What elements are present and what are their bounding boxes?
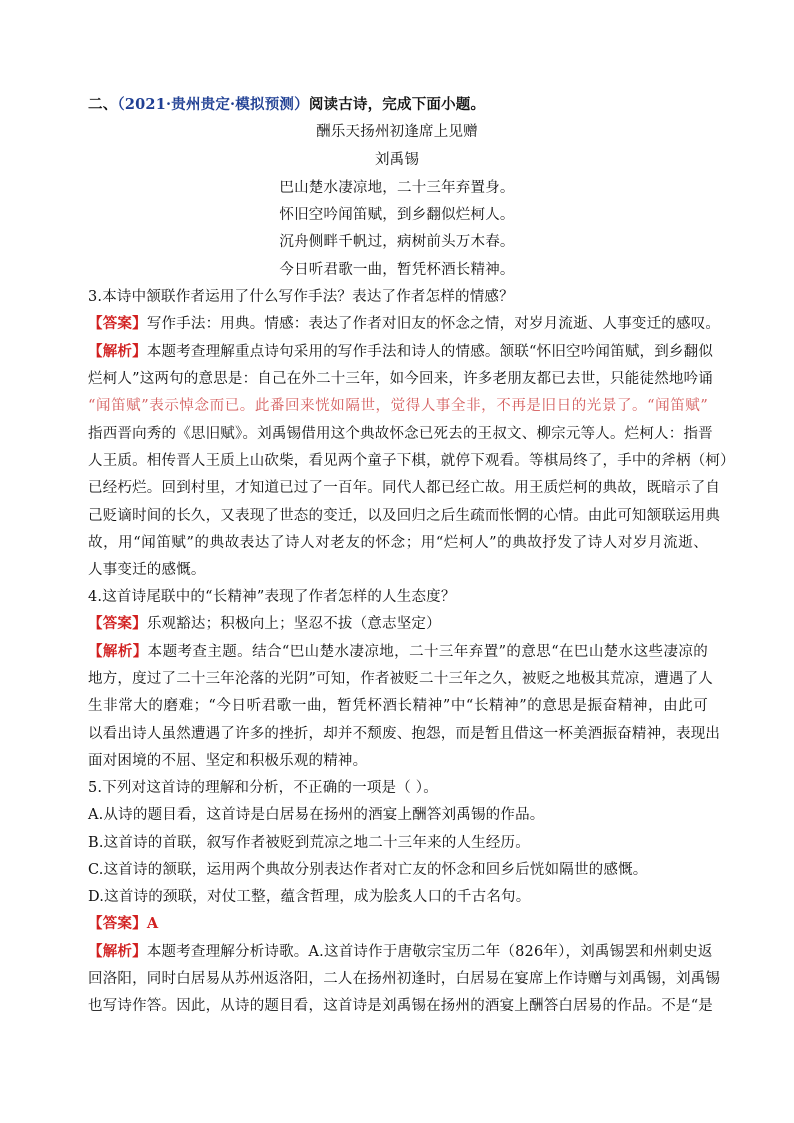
option-c: C.这首诗的颔联，运用两个典故分别表达作者对亡友的怀念和回乡后恍如隔世的感慨。 — [88, 862, 648, 878]
option-b: B.这首诗的首联，叙写作者被贬到荒凉之地二十三年来的人生经历。 — [88, 835, 530, 851]
section-prefix: 二、 — [88, 96, 118, 113]
analysis-3-line: 故，用“闻笛赋”的典故表达了诗人对老友的怀念；用“烂柯人”的典故抒发了诗人对岁月流逝、 — [88, 535, 708, 551]
analysis-4-line: 地方，度过了二十三年沦落的光阴”可知，作者被贬二十三年之久，被贬之地极其荒凉，遭遇了人 — [88, 671, 714, 687]
answer-tag: 【答案】 — [88, 315, 147, 332]
analysis-3-line: 己贬谪时间的长久，又表现了世态的变迁，以及回归之后生疏而怅惘的心情。由此可知颔联运用典 — [88, 508, 721, 524]
analysis-3-line: 人王质。相传晋人王质上山砍柴，看见两个童子下棋，就停下观看。等棋局终了，手中的斧柄（柯） — [88, 453, 735, 469]
analysis-3-line: 指西晋向秀的《思旧赋》。刘禹锡借用这个典故怀念已死去的王叔文、柳宗元等人。烂柯人：指晋 — [88, 426, 713, 442]
question-3: 3.本诗中颔联作者运用了什么写作手法？表达了作者怎样的情感？ — [88, 289, 514, 305]
answer-text: 写作手法：用典。情感：表达了作者对旧友的怀念之情，对岁月流逝、人事变迁的感叹。 — [146, 316, 721, 332]
analysis-tag: 【解析】 — [88, 643, 148, 660]
answer-5 — [88, 914, 708, 934]
analysis-3-line — [88, 342, 714, 362]
answer-3 — [88, 314, 721, 334]
answer-tag: 【答案】 — [88, 915, 147, 932]
analysis-3-line: 人事变迁的感慨。 — [88, 562, 206, 578]
analysis-5-line — [88, 942, 713, 962]
analysis-4-line: 生非常大的磨难；“今日听君歌一曲，暂凭杯酒长精神”中“长精神”的意思是振奋精神，由此可 — [88, 698, 708, 714]
analysis-3-line: 已经朽烂。回到村里，才知道已过了一百年。同代人都已经亡故。用王质烂柯的典故，既暗示了自 — [88, 480, 721, 496]
analysis-4-line: 面对困境的不屈、坚定和积极乐观的精神。 — [88, 753, 368, 769]
analysis-4-line: 以看出诗人虽然遭遇了许多的挫折，却并不颓废、抱怨，而是暂且借这一杯美酒振奋精神，表现出 — [88, 726, 721, 742]
answer-tag: 【答案】 — [88, 615, 147, 632]
answer-text: A — [146, 915, 159, 932]
poem-title: 酬乐天扬州初逢席上见赠 — [316, 124, 478, 140]
option-a: A.从诗的题目看，这首诗是白居易在扬州的酒宴上酬答刘禹锡的作品。 — [88, 807, 545, 823]
poem-line: 巴山楚水凄凉地，二十三年弃置身。 — [279, 180, 515, 196]
section-heading — [88, 95, 708, 115]
analysis-tag: 【解析】 — [88, 343, 147, 360]
analysis-text: 本题考查理解分析诗歌。A.这首诗作于唐敬宗宝历二年（826年），刘禹锡罢和州刺史返 — [146, 944, 713, 960]
poem-line: 沉舟侧畔千帆过，病树前头万木春。 — [279, 234, 515, 250]
analysis-5-line: 也写诗作答。因此，从诗的题目看，这首诗是刘禹锡在扬州的酒宴上酬答白居易的作品。不是“是 — [88, 998, 714, 1014]
poem-line: 怀旧空吟闻笛赋，到乡翻似烂柯人。 — [279, 207, 515, 223]
poem-author: 刘禹锡 — [374, 152, 420, 168]
answer-4 — [88, 614, 708, 634]
poem-line: 今日听君歌一曲，暂凭杯酒长精神。 — [279, 262, 515, 278]
analysis-3-line: “闻笛赋”表示悼念而已。此番回来恍如隔世，觉得人事全非，不再是旧日的光景了。“闻笛赋” — [88, 398, 708, 414]
question-4: 4.这首诗尾联中的“长精神”表现了作者怎样的人生态度？ — [88, 589, 456, 605]
answer-text: 乐观豁达；积极向上；坚忍不拔（意志坚定） — [146, 616, 441, 632]
analysis-tag: 【解析】 — [88, 943, 147, 960]
option-d: D.这首诗的颈联，对仗工整，蕴含哲理，成为脍炙人口的千古名句。 — [88, 889, 531, 905]
analysis-5-line: 回洛阳，同时白居易从苏州返洛阳，二人在扬州初逢时，白居易在宴席上作诗赠与刘禹锡，刘禹锡 — [88, 971, 721, 987]
question-5: 5.下列对这首诗的理解和分析，不正确的一项是（ ）。 — [88, 780, 438, 796]
section-instruction: 阅读古诗，完成下面小题。 — [308, 96, 486, 113]
analysis-text: 本题考查理解重点诗句采用的写作手法和诗人的情感。颔联“怀旧空吟闻笛赋，到乡翻似 — [146, 344, 714, 360]
analysis-4-line — [88, 642, 708, 662]
analysis-3-line: 烂柯人”这两句的意思是：自己在外二十三年，如今回来，许多老朋友都已去世，只能徒然地吟诵 — [88, 371, 714, 387]
analysis-text: 本题考查主题。结合“巴山楚水凄凉地，二十三年弃置”的意思“在巴山楚水这些凄凉的 — [147, 644, 708, 660]
section-source: （2021·贵州贵定·模拟预测） — [117, 96, 309, 113]
